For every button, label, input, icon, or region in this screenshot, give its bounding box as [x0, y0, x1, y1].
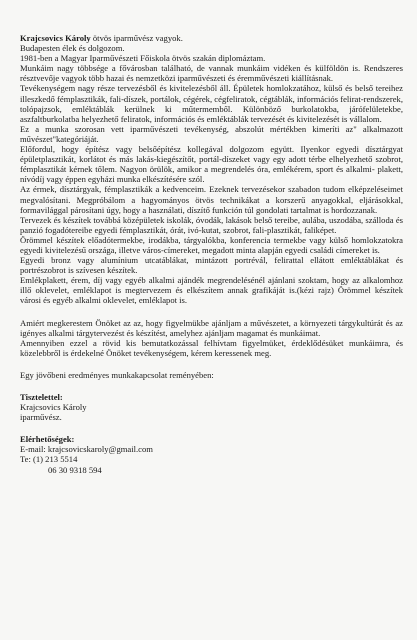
body-paragraph-7: Egyedi bronz vagy alumínium utcatáblákat, mintázott portrévál, felirattal ellátott emléktáblákat és portrészobrot is szívesen készítek.: [20, 255, 403, 276]
spacer: [20, 358, 403, 370]
wish-line: Egy jövőbeni eredményes munkakapcsolat reményében:: [20, 369, 214, 380]
spacer: [20, 306, 403, 318]
body-paragraph-3: Előfordul, hogy építész vagy belsőépítész kollegával dolgozom együtt. Ilyenkor egyedi dísztárgyat épületplasztikát, korlátot és más lakás-kiegészítőt, portál-díszeket vagy egy adott térbe elhelyezhető szobrot, fémplasztikát kérnek tőlem. Nagyon örülök, amikor a megrendelés óra, emlékérem, sport és alkalmi- plakett, nívódíj vagy éppen egyházi munka elkészítésére szól.: [20, 144, 403, 185]
closing-paragraph-1: Amiért megkerestem Önöket az az, hogy figyelmükbe ajánljam a művészetet, a környezeti tárgykultúrát és az igényes alkalmi tárgytervezést és készítést, amelyhez ajánljam magamat és munkáimat.: [20, 317, 403, 338]
body-paragraph-5: Tervezek és készítek továbbá középületek iskolák, óvodák, lakások belső tereibe, aulába, uszodába, szálloda és panzió fogadótereibe egyedi fémplasztikát, órát, ivó-kutat, szobrot, fali-plasztikát, faliképet.: [20, 214, 403, 235]
signature-title: iparművész.: [20, 412, 62, 423]
intro-line-1: [20, 33, 403, 43]
body-paragraph-1: Tevékenységem nagy része tervezésből és kivitelezésből áll. Épületek homlokzatához, külső és belső tereihez illeszkedő fémplasztikák, fali-díszek, portálok, cégérek, cégfeliratok, cégtáblák, információs felirat-rendszerek, tolópajzsok, emléktáblák kerülnek ki műtermemből. Különböző burkolatokba, járófelületekbe, aszfaltburkolatba helyezhető feliratok, információs és emléktáblák tervezését és kivitelezését is vállalom.: [20, 83, 403, 124]
intro-line-3: 1981-ben a Magyar Iparművészeti Főiskola ötvös szakán diplomáztam.: [20, 53, 266, 64]
signature-label: Tisztelettel:: [20, 392, 63, 402]
contact-phone: Te: (1) 213 5514: [20, 454, 78, 465]
author-name: Krajcsovics Károly: [20, 33, 91, 43]
closing-paragraph-2: Amennyiben ezzel a rövid kis bemutatkozással felhívtam figyelmüket, érdeklődésüket munkáimra, és közelebbről is érdekelné Önöket tevékenységem, kérem keressenek meg.: [20, 337, 403, 358]
spacer: [20, 422, 403, 434]
intro-paragraph: Munkáim nagy többsége a fővárosban található, de vannak munkáim vidéken és külföldön is. Rendszeres résztvevője vagyok több hazai és nemzetközi iparművészeti és éremművészeti kiállításnak.: [20, 63, 403, 84]
body-paragraph-2: Ez a munka szorosan vett iparművészeti tevékenység, abszolút mértékben kimeríti az" alkalmazott művészet"kategóriáját.: [20, 123, 403, 144]
contact-label: Elérhetőségek:: [20, 434, 75, 445]
intro-suffix: ötvös iparművész vagyok.: [90, 33, 183, 43]
body-paragraph-4: Az érmek, dísztárgyak, fémplasztikák a kedvenceim. Ezeknek tervezésekor szabadon tudom elképzeléseimet megvalósítani. Megpróbálom a hagyományos ötvös technikákat a korszerű anyagokkal, eljárásokkal, formavilággal párosítani úgy, hogy a használati, díszítő funkción túl gondolati tartalmat is hordozzanak.: [20, 184, 403, 215]
body-paragraph-6: Örömmel készítek előadótermekbe, irodákba, tárgyalókba, konferencia termekbe vagy külső homlokzatokra egyedi kivitelezésű országa, illetve város-címereket, megadott minta alapján egyedi családi címereket is.: [20, 234, 403, 255]
contact-email: E-mail: krajcsovicskaroly@gmail.com: [20, 444, 153, 455]
body-paragraph-8: Emlékplakett, érem, díj vagy egyéb alkalmi ajándék megrendelésénél ajánlani szoktam, hogy az alkalomhoz illő oklevelet, emléklapot is megtervezem és elkészítem annak grafikáját is.(kézi rajz) Örömmel készítek városi és egyéb alkalmi oklevelet, emléklapot is.: [20, 275, 403, 306]
intro-line-2: Budapesten élek és dolgozom.: [20, 43, 125, 54]
contact-mobile: 06 30 9318 594: [48, 464, 102, 475]
spacer: [20, 380, 403, 392]
signature-name: Krajcsovics Károly: [20, 402, 87, 413]
